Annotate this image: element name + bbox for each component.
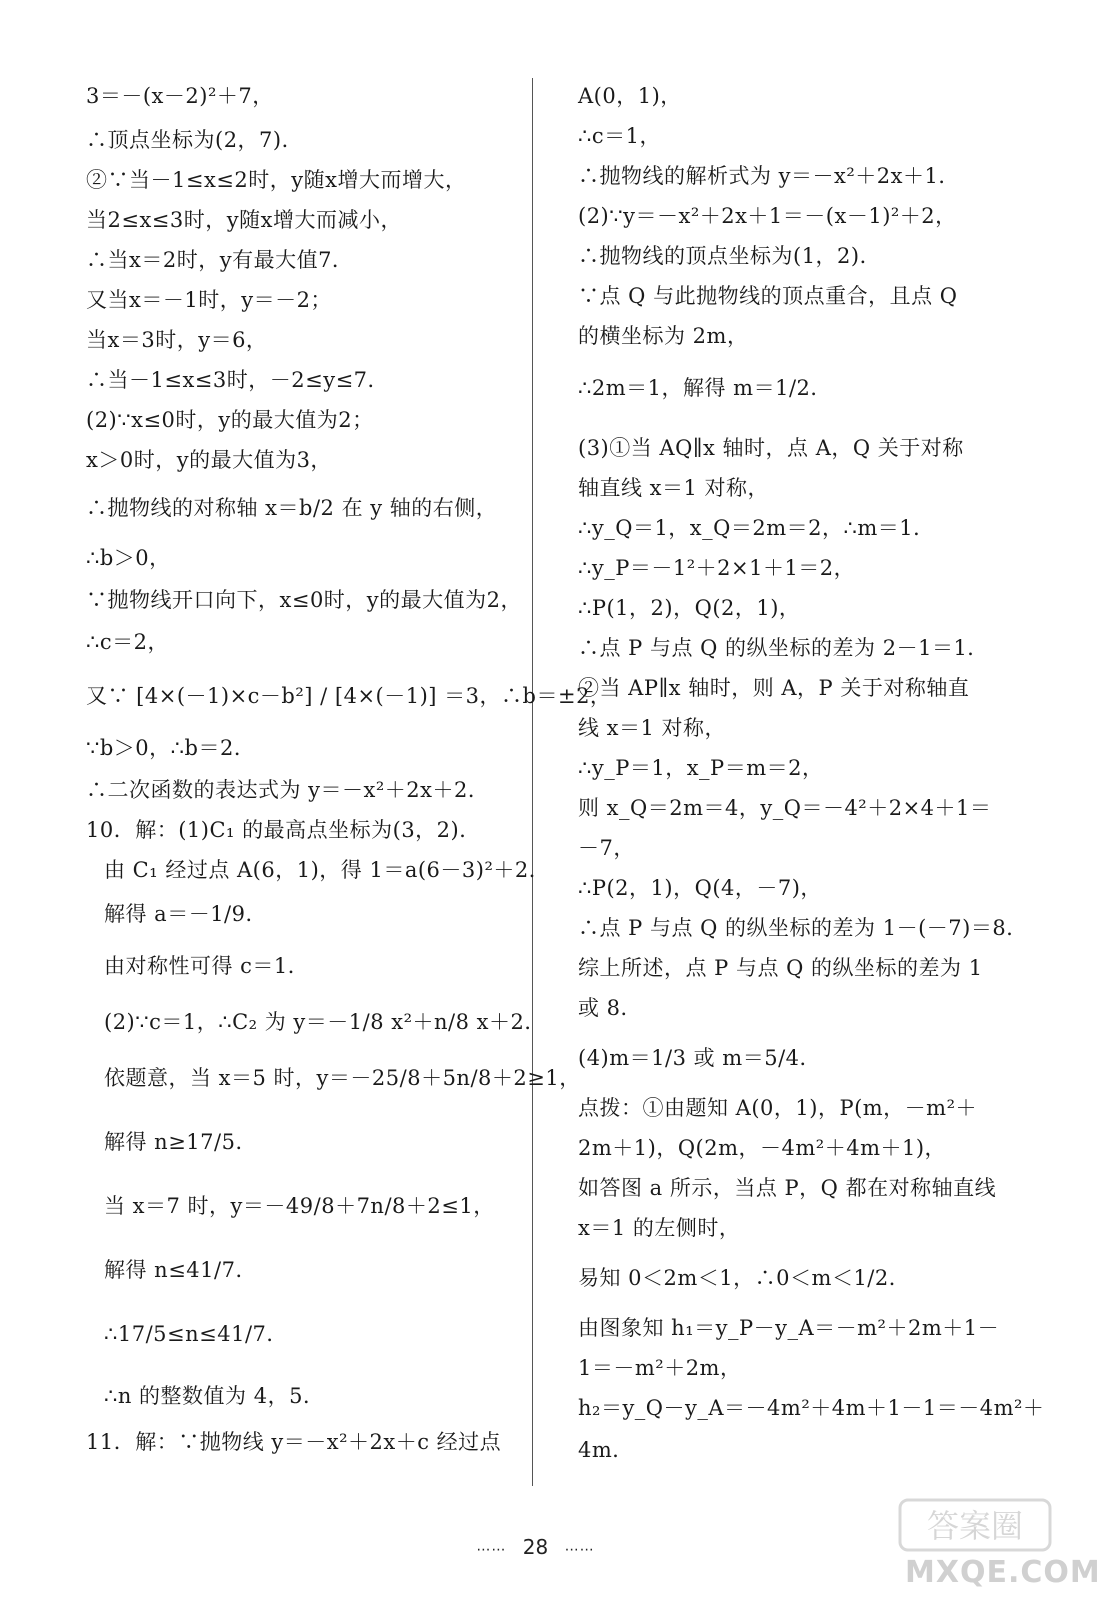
right-text-line: (3)①当 AQ∥x 轴时，点 A，Q 关于对称 <box>578 436 964 460</box>
left-text-line: ∴顶点坐标为(2，7)． <box>86 128 304 152</box>
right-text-line: 轴直线 x＝1 对称， <box>578 476 770 500</box>
right-text-line: 4m． <box>578 1438 634 1462</box>
left-text-line: 依题意，当 x＝5 时，y＝－25/8＋5n/8＋2≥1， <box>104 1066 581 1090</box>
left-text-line: ∵b＞0，∴b＝2． <box>86 736 256 760</box>
left-text-line: ∴当x＝2时，y有最大值7． <box>86 248 354 272</box>
right-text-line: ∴y_P＝－1²＋2×1＋1＝2， <box>578 556 856 580</box>
left-text-line: 又∵ [4×(－1)×c－b²] / [4×(－1)] ＝3，∴b＝±2， <box>86 684 612 708</box>
right-text-line: h₂＝y_Q－y_A＝－4m²＋4m＋1－1＝－4m²＋ <box>578 1396 1045 1420</box>
left-text-line: 又当x＝－1时，y＝－2； <box>86 288 332 312</box>
right-text-line: ∴c＝1， <box>578 124 661 148</box>
left-text-line: 当2≤x≤3时，y随x增大而减小， <box>86 208 402 232</box>
left-text-line: 由对称性可得 c＝1． <box>104 954 310 978</box>
left-text-line: ∴n 的整数值为 4，5． <box>104 1384 325 1408</box>
left-text-line: ∴抛物线的对称轴 x＝b/2 在 y 轴的右侧， <box>86 496 498 520</box>
left-text-line: ∴当－1≤x≤3时，－2≤y≤7． <box>86 368 390 392</box>
column-divider <box>532 78 533 1486</box>
right-text-line: ∴抛物线的顶点坐标为(1，2)． <box>578 244 882 268</box>
page-number: 28 <box>522 1534 549 1559</box>
footer-dots-right: …… <box>564 1538 595 1555</box>
left-text-line: ∴c＝2， <box>86 630 169 654</box>
left-text-line: 11．解：∵抛物线 y＝－x²＋2x＋c 经过点 <box>86 1430 502 1454</box>
left-text-line: 当x＝3时，y＝6， <box>86 328 268 352</box>
left-text-line: 解得 n≥17/5． <box>104 1130 257 1154</box>
right-text-line: x＝1 的左侧时， <box>578 1216 741 1240</box>
right-text-line: 综上所述，点 P 与点 Q 的纵坐标的差为 1 <box>578 956 983 980</box>
right-text-line: ∴P(1，2)，Q(2，1)， <box>578 596 801 620</box>
left-text-line: 当 x＝7 时，y＝－49/8＋7n/8＋2≤1， <box>104 1194 495 1218</box>
watermark-text: MXQE.COM <box>905 1555 1101 1590</box>
right-text-line: －7， <box>578 836 635 860</box>
right-text-line: ∴点 P 与点 Q 的纵坐标的差为 2－1＝1． <box>578 636 989 660</box>
right-text-line: ∴点 P 与点 Q 的纵坐标的差为 1－(－7)＝8． <box>578 916 1028 940</box>
left-text-line: (2)∵c＝1，∴C₂ 为 y＝－1/8 x²＋n/8 x＋2． <box>104 1010 546 1034</box>
right-text-line: 易知 0＜2m＜1，∴0＜m＜1/2． <box>578 1266 911 1290</box>
right-text-line: 2m＋1)，Q(2m，－4m²＋4m＋1)， <box>578 1136 947 1160</box>
right-text-line: 线 x＝1 对称， <box>578 716 727 740</box>
right-text-line: ②当 AP∥x 轴时，则 A，P 关于对称轴直 <box>578 676 970 700</box>
right-text-line: 由图象知 h₁＝y_P－y_A＝－m²＋2m＋1－ <box>578 1316 1000 1340</box>
right-text-line: ∴2m＝1，解得 m＝1/2． <box>578 376 832 400</box>
right-text-line: 如答图 a 所示，当点 P，Q 都在对称轴直线 <box>578 1176 997 1200</box>
right-text-line: ∵点 Q 与此抛物线的顶点重合，且点 Q <box>578 284 958 308</box>
right-text-line: 的横坐标为 2m， <box>578 324 749 348</box>
right-text-line: (4)m＝1/3 或 m＝5/4． <box>578 1046 822 1070</box>
left-text-line: 解得 n≤41/7． <box>104 1258 257 1282</box>
left-text-line: (2)∵x≤0时，y的最大值为2； <box>86 408 374 432</box>
right-text-line: ∴y_Q＝1，x_Q＝2m＝2，∴m＝1． <box>578 516 935 540</box>
right-text-line: (2)∵y＝－x²＋2x＋1＝－(x－1)²＋2， <box>578 204 957 228</box>
right-text-line: ∴抛物线的解析式为 y＝－x²＋2x＋1． <box>578 164 960 188</box>
right-text-line: 点拨：①由题知 A(0，1)，P(m，－m²＋ <box>578 1096 978 1120</box>
left-text-line: ∴b＞0， <box>86 546 171 570</box>
right-text-line: ∴y_P＝1，x_P＝m＝2， <box>578 756 824 780</box>
footer-dots-left: …… <box>476 1538 507 1555</box>
left-text-line: 解得 a＝－1/9． <box>104 902 267 926</box>
right-text-line: 则 x_Q＝2m＝4，y_Q＝－4²＋2×4＋1＝ <box>578 796 992 820</box>
left-text-line: ∴17/5≤n≤41/7． <box>104 1322 288 1346</box>
left-text-line: ∵抛物线开口向下，x≤0时，y的最大值为2， <box>86 588 523 612</box>
right-text-line: 1＝－m²＋2m， <box>578 1356 742 1380</box>
right-text-line: 或 8． <box>578 996 643 1020</box>
left-text-line: ∴二次函数的表达式为 y＝－x²＋2x＋2． <box>86 778 490 802</box>
watermark-logo-text: 答案圈 <box>926 1507 1024 1545</box>
right-text-line: ∴P(2，1)，Q(4，－7)， <box>578 876 822 900</box>
left-text-line: ②∵当－1≤x≤2时，y随x增大而增大， <box>86 168 467 192</box>
left-text-line: 由 C₁ 经过点 A(6，1)，得 1＝a(6－3)²＋2． <box>104 858 551 882</box>
left-text-line: x＞0时，y的最大值为3， <box>86 448 332 472</box>
left-text-line: 3＝－(x－2)²＋7， <box>86 84 274 108</box>
left-text-line: 10．解：(1)C₁ 的最高点坐标为(3，2)． <box>86 818 481 842</box>
right-text-line: A(0，1)， <box>578 84 682 108</box>
